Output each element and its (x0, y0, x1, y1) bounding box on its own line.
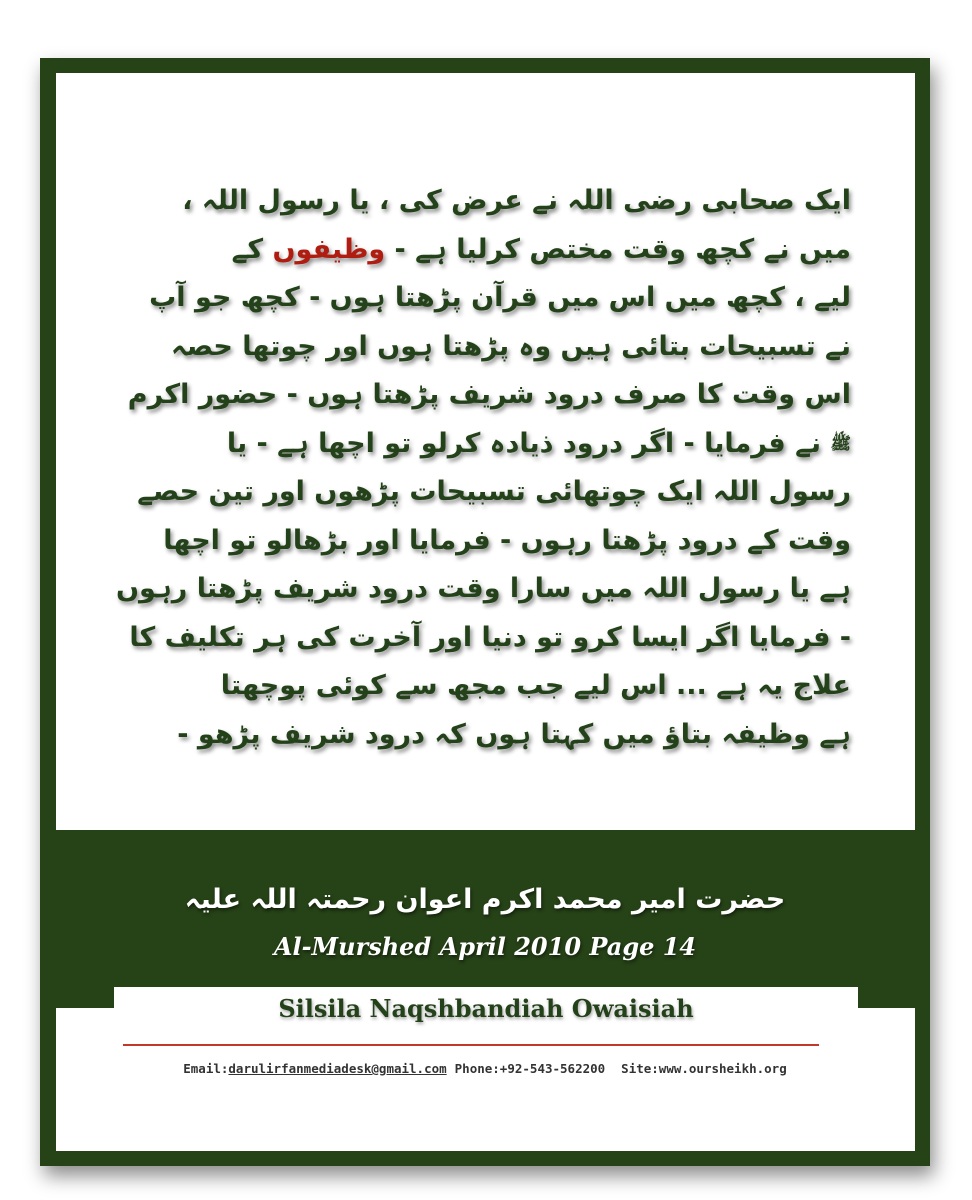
body-line: رسول اللہ ایک چوتھائی تسبیحات پڑھوں اور تین حصے (137, 476, 851, 507)
body-line: لیے ، کچھ میں اس میں قرآن پڑھتا ہوں - کچھ جو آپ (149, 282, 851, 313)
body-line: ایک صحابی رضی اللہ نے عرض کی ، یا رسول اللہ ، (182, 185, 851, 216)
author-attribution: حضرت امیر محمد اکرم اعوان رحمتہ اللہ علیہ (184, 884, 786, 915)
body-line: علاج یہ ہے ... اس لیے جب مجھ سے کوئی پوچھتا (220, 670, 851, 701)
body-line: نے تسبیحات بتائی ہیں وہ پڑھتا ہوں اور چوتھا حصہ (171, 330, 851, 362)
salawat-symbol: ﷺ (830, 433, 851, 454)
urdu-body-text (116, 177, 851, 759)
body-line (126, 420, 851, 469)
contact-info (40, 1061, 930, 1076)
highlighted-word: وظیفوں (272, 233, 386, 265)
poster-frame (40, 58, 930, 1166)
footer-panel (56, 1008, 915, 1151)
source-citation: Al-Murshed April 2010 Page 14 (273, 932, 697, 961)
body-line-text: میں نے کچھ وقت مختص کرلیا ہے - (385, 233, 851, 265)
phone-text: Phone:+92-543-562200 (454, 1061, 606, 1076)
content-panel (56, 73, 915, 830)
body-line: ہے یا رسول اللہ میں سارا وقت درود شریف پڑھتا رہوں (116, 573, 851, 604)
body-line-text: کے (231, 233, 273, 265)
divider-line (123, 1044, 819, 1046)
body-line: ہے وظیفہ بتاؤ میں کہتا ہوں کہ درود شریف پڑھو - (177, 718, 851, 750)
site-link[interactable]: Site:www.oursheikh.org (621, 1061, 787, 1076)
email-label: Email: (183, 1061, 229, 1076)
email-link[interactable]: darulirfanmediadesk@gmail.com (228, 1061, 447, 1076)
body-line: وقت کے درود پڑھتا رہوں - فرمایا اور بڑھالو تو اچھا (163, 524, 851, 556)
body-line-text: نے فرمایا - اگر درود ذیادہ کرلو تو اچھا ہے - یا (226, 427, 831, 459)
body-line (126, 226, 851, 275)
body-line: - فرمایا اگر ایسا کرو تو دنیا اور آخرت کی ہر تکلیف کا (129, 621, 851, 653)
silsila-title: Silsila Naqshbandiah Owaisiah (278, 994, 694, 1023)
body-line: اس وقت کا صرف درود شریف پڑھتا ہوں - حضور اکرم (127, 379, 851, 410)
